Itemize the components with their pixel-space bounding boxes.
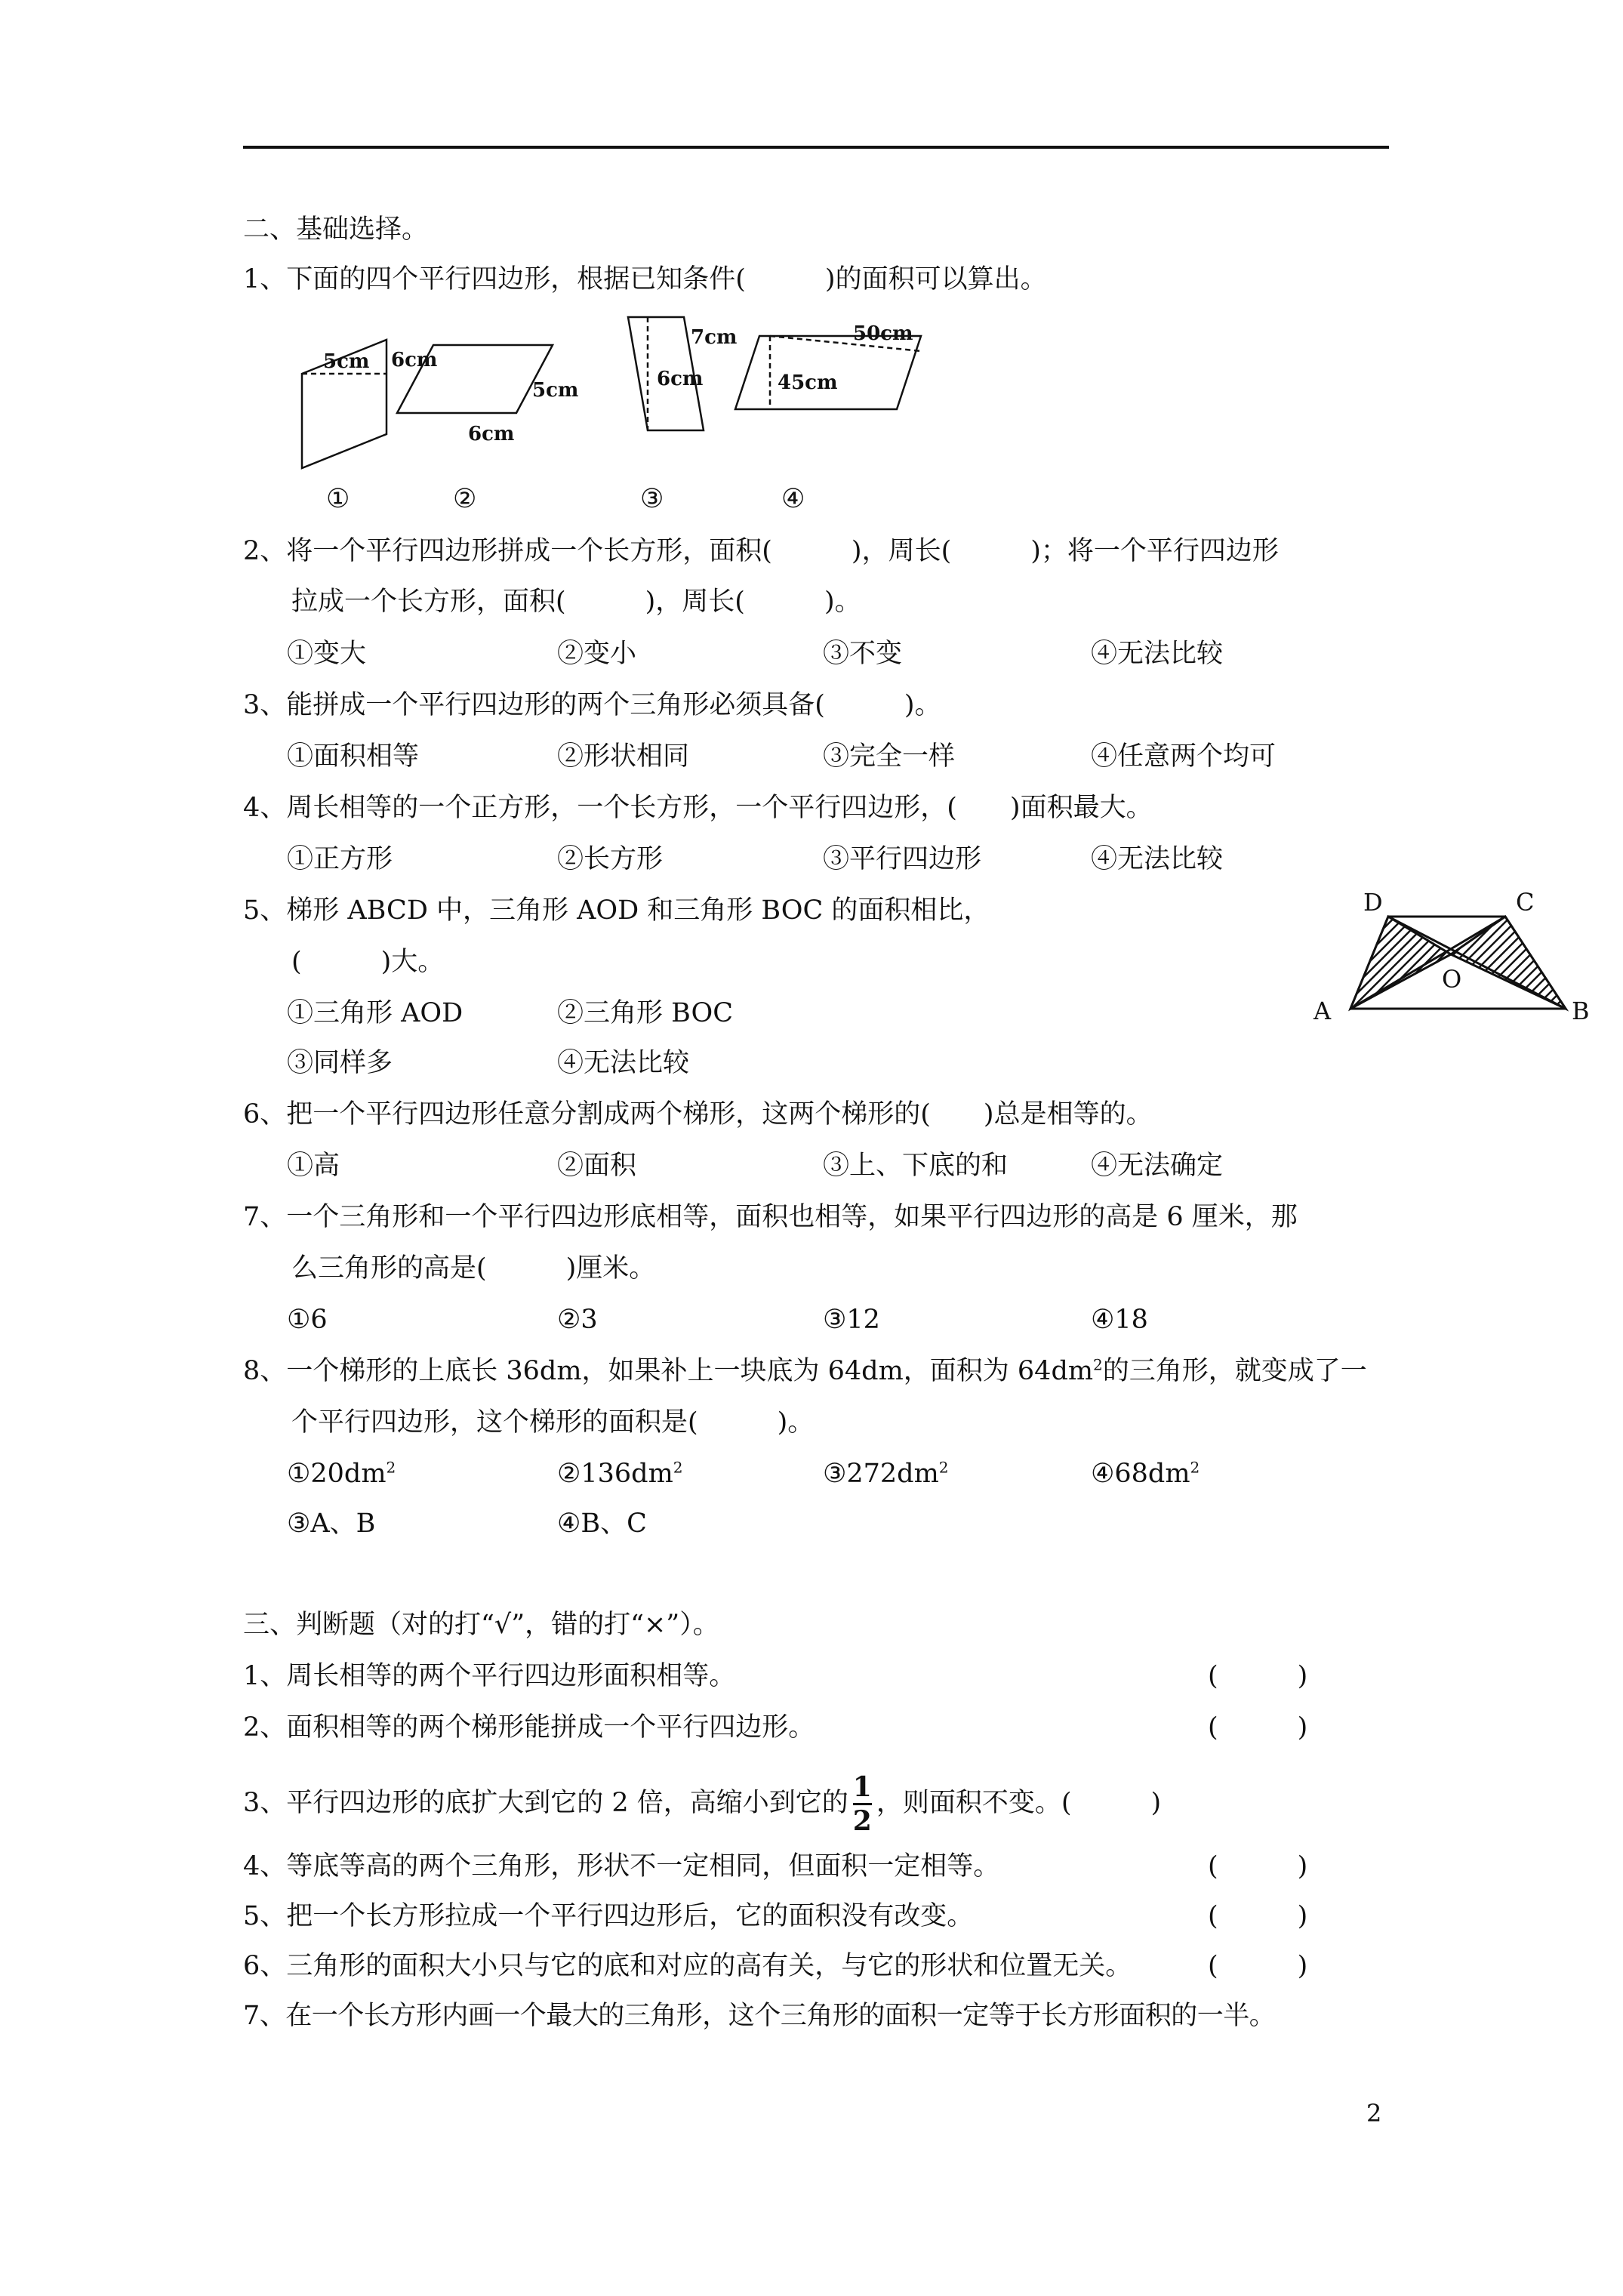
- q1-parallelogram-figures: [279, 306, 989, 479]
- q7-line2: 么三角形的高是( )厘米。: [291, 1253, 656, 1284]
- q2-option-1: ①变大: [287, 639, 367, 669]
- judge-3-text: 3、平行四边形的底扩大到它的 2 倍，高缩小到它的: [243, 1788, 848, 1818]
- q3-option-1: ①面积相等: [287, 741, 420, 772]
- label-b: B: [1572, 997, 1590, 1025]
- q6-option-4: ④无法确定: [1091, 1151, 1224, 1181]
- q8-option-4: $④68dm^2$: [1091, 1458, 1200, 1489]
- q7-option-3: ③12: [823, 1305, 880, 1335]
- q8-option-2: $②136dm^2$: [557, 1458, 683, 1489]
- page-number: 2: [1366, 2099, 1382, 2128]
- q1-text: 1、下面的四个平行四边形，根据已知条件( )的面积可以算出。: [243, 264, 1047, 294]
- q3-option-2: ②形状相同: [557, 741, 690, 772]
- fig3-label-height: 6cm: [657, 368, 704, 390]
- q5-line1: 5、梯形 ABCD 中，三角形 AOD 和三角形 BOC 的面积相比，: [243, 895, 990, 926]
- judge-4: 4、等底等高的两个三角形，形状不一定相同，但面积一定相等。: [243, 1851, 1000, 1881]
- label-a: A: [1313, 997, 1332, 1025]
- fig-num-4: ④: [781, 484, 805, 514]
- q2-option-4: ④无法比较: [1091, 639, 1224, 669]
- q5-option-2: ②三角形 BOC: [557, 998, 733, 1028]
- q7-option-1: ①6: [287, 1305, 328, 1335]
- header-rule: [243, 146, 1389, 149]
- q3-option-3: ③完全一样: [823, 741, 956, 772]
- label-d: D: [1363, 889, 1383, 917]
- q5-trapezoid-figure: [1306, 889, 1593, 1040]
- judge-5: 5、把一个长方形拉成一个平行四边形后，它的面积没有改变。: [243, 1901, 974, 1931]
- q4-option-1: ①正方形: [287, 844, 393, 874]
- q6-text: 6、把一个平行四边形任意分割成两个梯形，这两个梯形的( )总是相等的。: [243, 1099, 1153, 1130]
- q2-option-2: ②变小: [557, 639, 637, 669]
- q7-option-2: ②3: [557, 1305, 598, 1335]
- fraction-half: $\frac{1}{2}$: [852, 1771, 872, 1837]
- q8-line1-a: 8、一个梯形的上底长 36dm，如果补上一块底为 64dm，面积为 64dm: [243, 1356, 1094, 1386]
- q5-option-1: ①三角形 AOD: [287, 998, 463, 1028]
- q8-line1: [243, 1353, 1367, 1389]
- judge-7: 7、在一个长方形内画一个最大的三角形，这个三角形的面积一定等于长方形面积的一半。: [243, 2001, 1276, 2031]
- q2-line2: 拉成一个长方形，面积( )，周长( )。: [291, 587, 861, 617]
- judge-4-paren: ( ): [1208, 1851, 1308, 1881]
- q8-line1-b: 的三角形，就变成了一: [1102, 1356, 1367, 1386]
- q2-line1: 2、将一个平行四边形拼成一个长方形，面积( )，周长( )；将一个平行四边形: [243, 536, 1279, 566]
- judge-1: 1、周长相等的两个平行四边形面积相等。: [243, 1661, 736, 1691]
- judge-2: 2、面积相等的两个梯形能拼成一个平行四边形。: [243, 1712, 815, 1743]
- fig2-label-side: 5cm: [532, 379, 579, 402]
- section2-title: 二、基础选择。: [243, 214, 429, 245]
- q2-option-3: ③不变: [823, 639, 903, 669]
- judge-1-paren: ( ): [1208, 1661, 1308, 1691]
- judge-6: 6、三角形的面积大小只与它的底和对应的高有关，与它的形状和位置无关。: [243, 1951, 1132, 1981]
- fig4-label-height: 45cm: [778, 371, 838, 394]
- q5-line2: ( )大。: [291, 947, 445, 977]
- q5-option-4: ④无法比较: [557, 1048, 690, 1078]
- fig4-label-diag: 50cm: [853, 322, 913, 345]
- q6-option-1: ①高: [287, 1151, 340, 1181]
- fig1-label-base: 5cm: [323, 350, 370, 373]
- q8-line2: 个平行四边形，这个梯形的面积是( )。: [291, 1407, 815, 1438]
- q4-text: 4、周长相等的一个正方形，一个长方形，一个平行四边形，( )面积最大。: [243, 793, 1153, 823]
- q8-option-3: $③272dm^2$: [823, 1458, 949, 1489]
- fig-num-1: ①: [326, 484, 350, 514]
- q3-option-4: ④任意两个均可: [1091, 741, 1277, 772]
- judge-5-paren: ( ): [1208, 1901, 1308, 1931]
- q8-option-6: ④B、C: [557, 1509, 647, 1539]
- judge-2-paren: ( ): [1208, 1712, 1308, 1743]
- q4-option-4: ④无法比较: [1091, 844, 1224, 874]
- q7-line1: 7、一个三角形和一个平行四边形底相等，面积也相等，如果平行四边形的高是 6 厘米，那: [243, 1202, 1298, 1232]
- q4-option-3: ③平行四边形: [823, 844, 982, 874]
- section3-title: 三、判断题（对的打“√”，错的打“×”）。: [243, 1610, 719, 1640]
- q8-sup: 2: [1093, 1355, 1103, 1374]
- q6-option-3: ③上、下底的和: [823, 1151, 1009, 1181]
- label-o: O: [1442, 965, 1462, 994]
- fig1-label-height: 6cm: [391, 349, 438, 371]
- fig-num-3: ③: [640, 484, 664, 514]
- judge-6-paren: ( ): [1208, 1951, 1308, 1981]
- fig3-label-side: 7cm: [691, 326, 738, 349]
- q6-option-2: ②面积: [557, 1151, 637, 1181]
- label-c: C: [1516, 889, 1535, 917]
- q3-text: 3、能拼成一个平行四边形的两个三角形必须具备( )。: [243, 690, 941, 720]
- fig-num-2: ②: [453, 484, 477, 514]
- q8-option-5: ③A、B: [287, 1509, 376, 1539]
- q7-option-4: ④18: [1091, 1305, 1148, 1335]
- judge-3: [243, 1767, 1161, 1839]
- q5-option-3: ③同样多: [287, 1048, 393, 1078]
- fig2-label-base: 6cm: [468, 423, 515, 445]
- q8-option-1: $①20dm^2$: [287, 1458, 396, 1489]
- q4-option-2: ②长方形: [557, 844, 664, 874]
- judge-3-tail: ，则面积不变。( ): [876, 1788, 1162, 1818]
